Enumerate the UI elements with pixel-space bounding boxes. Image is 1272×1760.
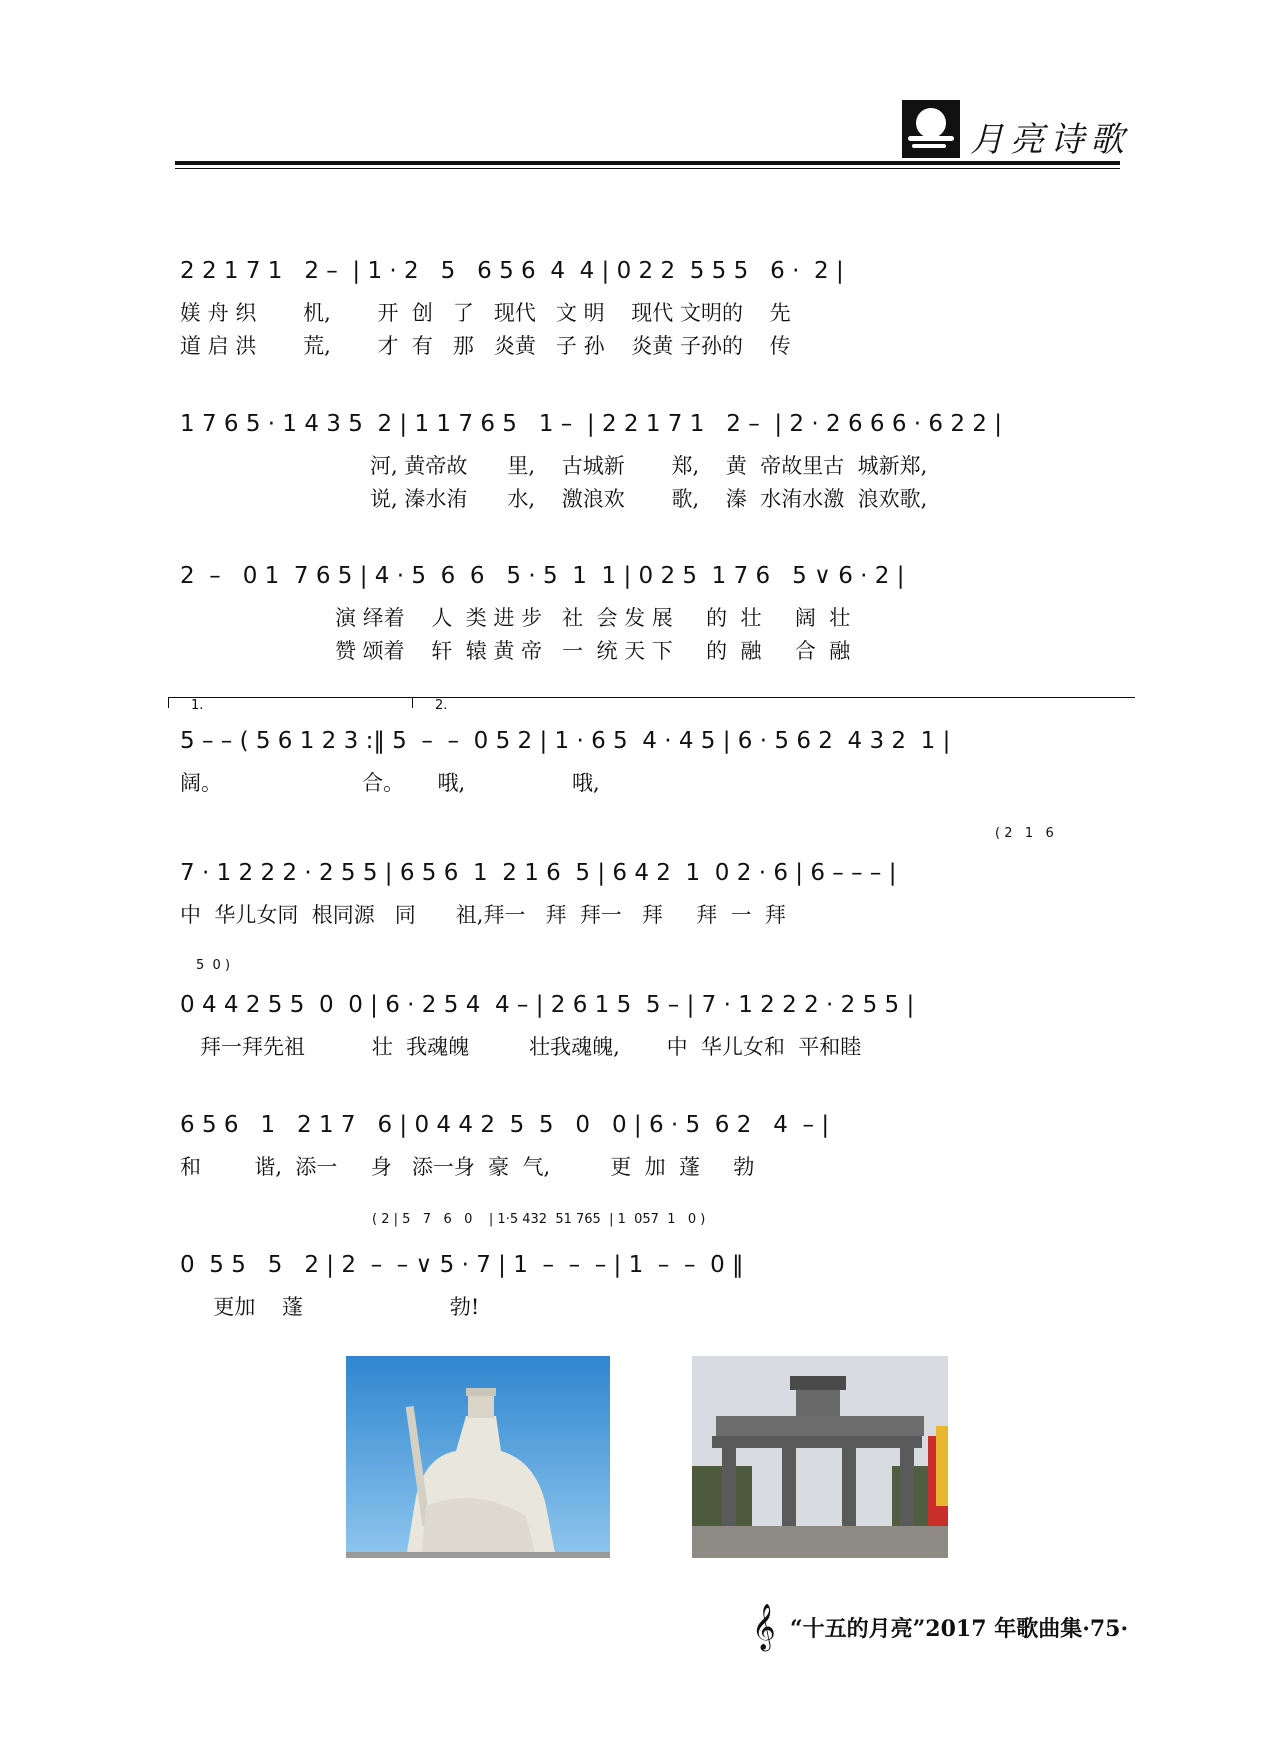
lyric-row-5: 中 华儿女同 根同源 同 祖,拜一 拜 拜一 拜 拜 一 拜 [180,903,786,927]
notes-row-6: 0 4 4 2 5 5 0 0 | 6 · 2 5 4 4 – | 2 6 1 5 5 – | 7 · 1 2 2 2 · 2 5 5 | [180,992,915,1018]
lyric-row-3-verse-2: 赞 颂着 轩 辕 黄 帝 一 统 天 下 的 融 合 融 [335,639,851,663]
archway-photo [692,1356,948,1558]
cue-row-6: 5 0 ) [196,958,231,973]
notes-row-2: 1 7 6 5 · 1 4 3 5 2 | 1 1 7 6 5 1 – | 2 2 1 7 1 2 – | 2 · 2 6 6 6 · 6 2 2 | [180,411,1002,437]
notes-row-3: 2 – 0 1 7 6 5 | 4 · 5 6 6 5 · 5 1 1 | 0 2 5 1 7 6 5 ∨ 6 · 2 | [180,563,905,589]
header-title: 月亮诗歌 [970,120,1130,160]
cue-row-5: ( 2 1 6 [995,826,1054,841]
lyric-row-1-verse-1: 媄 舟 织 机, 开 创 了 现代 文 明 现代 文明的 先 [180,301,791,325]
lyric-row-6: 拜一拜先祖 壮 我魂魄 壮我魂魄, 中 华儿女和 平和睦 [200,1035,862,1059]
lyric-row-1-verse-2: 道 启 洪 荒, 才 有 那 炎黄 子 孙 炎黄 子孙的 传 [180,334,791,358]
moon-logo-icon [902,100,960,158]
page-footer: “十五的月亮”2017 年歌曲集·75· [790,1616,1129,1642]
statue-photo [346,1356,610,1558]
cue-row-8: ( 2 | 5 7 6 0 | 1·5 432 51 765 | 1 057 1 0 ) [372,1212,706,1227]
lyric-row-2-verse-2: 说, 溱水洧 水, 激浪欢 歌, 溱 水洧水激 浪欢歌, [370,487,928,511]
header-rule-thin [175,168,1120,169]
treble-clef-icon: 𝄞 [752,1604,776,1650]
volta-2: 2. [412,697,1135,708]
volta-1: 1. [168,697,427,708]
lyric-row-4: 阔。 合。 哦, 哦, [180,771,600,795]
lyric-row-3-verse-1: 演 绎着 人 类 进 步 社 会 发 展 的 壮 阔 壮 [335,606,851,630]
notes-row-8: 0 5 5 5 2 | 2 – – ∨ 5 · 7 | 1 – – – | 1 – – 0 ‖ [180,1252,744,1278]
header-rule [175,161,1120,165]
lyric-row-8: 更加 蓬 勃! [200,1295,480,1319]
lyric-row-2-verse-1: 河, 黄帝故 里, 古城新 郑, 黄 帝故里古 城新郑, [370,454,928,478]
notes-row-7: 6 5 6 1 2 1 7 6 | 0 4 4 2 5 5 0 0 | 6 · 5 6 2 4 – | [180,1112,830,1138]
lyric-row-7: 和 谐, 添一 身 添一身 豪 气, 更 加 蓬 勃 [180,1155,755,1179]
notes-row-1: 2 2 1 7 1 2 – | 1 · 2 5 6 5 6 4 4 | 0 2 2 5 5 5 6 · 2 | [180,258,844,284]
notes-row-5: 7 · 1 2 2 2 · 2 5 5 | 6 5 6 1 2 1 6 5 | 6 4 2 1 0 2 · 6 | 6 – – – | [180,860,897,886]
notes-row-4: 5 – – ( 5 6 1 2 3 :‖ 5 – – 0 5 2 | 1 · 6 5 4 · 4 5 | 6 · 5 6 2 4 3 2 1 | [180,728,951,754]
